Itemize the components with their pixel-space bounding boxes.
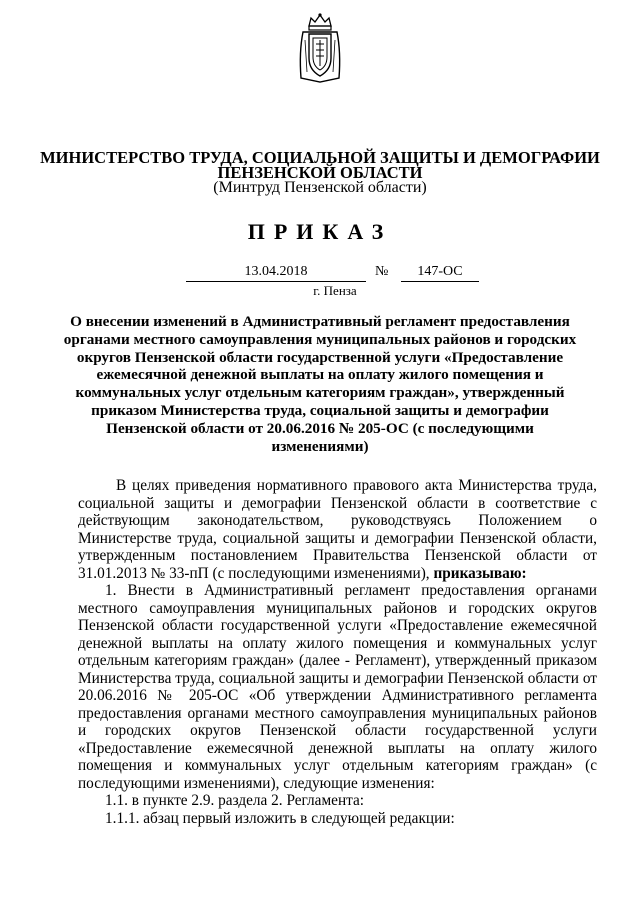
item-1-1-paragraph: 1.1. в пункте 2.9. раздела 2. Регламента: — [105, 792, 365, 809]
document-type-title: ПРИКАЗ — [247, 219, 393, 244]
ministry-abbreviation: (Минтруд Пензенской области) — [213, 179, 427, 196]
preamble-text: В целях приведения нормативного правового акта Министерства труда, социальной защиты и демографии Пензенской области в соответствие с действующим законодательством, руководствуясь Положением о Министерстве труда, социальной защиты и демографии Пензенской области, утвержденным постановлением Правительства Пензенской области от 31.01.2013 № 33-пП (с последующими изменениями), — [78, 477, 597, 582]
preamble-emphasis: приказываю: — [433, 564, 527, 582]
preamble-paragraph — [78, 477, 597, 582]
order-body — [78, 477, 597, 827]
item-1-paragraph: 1. Внести в Административный регламент предоставления органами местного самоуправления муниципальных районов и городских округов Пензенской области государственной услуги «Предоставление ежемесячной денежной выплаты на оплату жилого помещения и коммунальных услуг отдельным категориям граждан» (далее - Регламент), утвержденный приказом Министерства труда, социальной защиты и демографии Пензенской области от 20.06.2016 № 205-ОС «Об утверждении Административного регламента предоставления органами местного самоуправления муниципальных районов и городских округов Пензенской области государственной услуги «Предоставление ежемесячной денежной выплаты на оплату жилого помещения и коммунальных услуг отдельным категориям граждан» (с последующими изменениями), следующие изменения: — [78, 582, 597, 792]
city-label: г. Пенза — [313, 283, 357, 298]
order-subject: О внесении изменений в Административный регламент предоставления органами местного самоуправления муниципальных районов и городских округов Пензенской области государственной услуги «Предоставление ежемесячной денежной выплаты на оплату жилого помещения и коммунальных услуг отдельным категориям граждан», утвержденный приказом Министерства труда, социальной защиты и демографии Пензенской области от 20.06.2016 № 205-ОС (с последующими изменениями) — [63, 313, 577, 455]
ministry-name-line1: МИНИСТЕРСТВО ТРУДА, СОЦИАЛЬНОЙ ЗАЩИТЫ И ДЕМОГРАФИИ — [40, 148, 600, 167]
order-number: 147-ОС — [401, 263, 479, 282]
coat-of-arms-emblem — [297, 12, 343, 84]
ministry-name-line2: ПЕНЗЕНСКОЙ ОБЛАСТИ — [217, 163, 423, 182]
number-sign: № — [375, 264, 389, 279]
order-date: 13.04.2018 — [186, 263, 366, 282]
item-1-1-1-paragraph: 1.1.1. абзац первый изложить в следующей редакции: — [105, 809, 455, 827]
